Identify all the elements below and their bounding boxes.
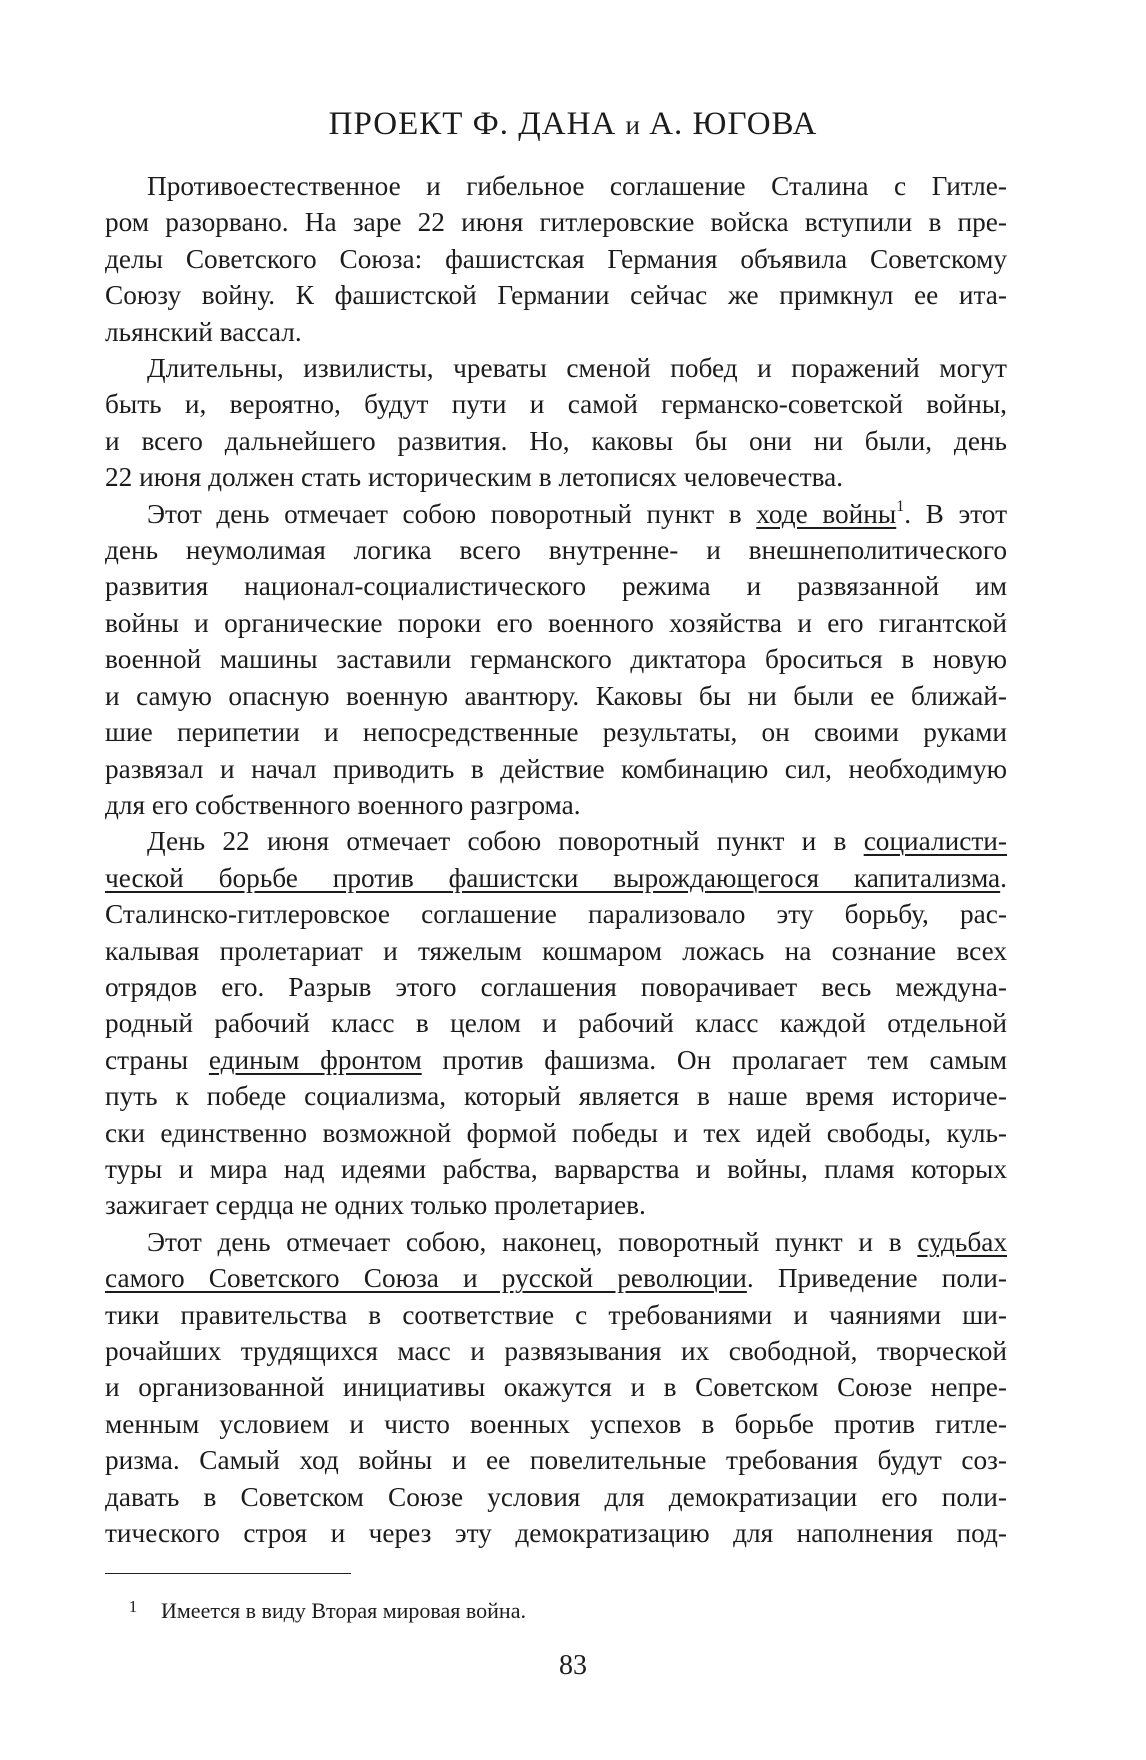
text-line (105, 496, 1007, 532)
underlined-phrase: социалисти- (863, 826, 1007, 857)
paragraph-3 (105, 496, 1007, 824)
text-line: отрядов его. Разрыв этого соглашения поворачивает весь междуна- (105, 971, 1007, 1002)
text-segment: . (1000, 862, 1007, 893)
text-line: путь к победе социализма, который является в наше время историче- (105, 1081, 1007, 1112)
text-line: рочайших трудящихся масс и развязывания их свободной, творческой (105, 1336, 1007, 1366)
text-line: менным условием и чисто военных успехов в борьбе против гитле- (105, 1408, 1007, 1439)
text-line: Противоестественное и гибельное соглашение Сталина с Гитле- (147, 171, 1007, 201)
underlined-phrase: ческой борьбе против фашистски вырождающегося капитализма (105, 862, 1001, 893)
text-line: туры и мира над идеями рабства, варварства и войны, пламя которых (105, 1153, 1007, 1184)
underlined-phrase: ходе войны (756, 498, 897, 529)
text-segment: страны (105, 1044, 209, 1075)
text-line: тики правительства в соответствие с требованиями и чаяниями ши- (105, 1299, 1007, 1330)
text-line: военной машины заставили германского диктатора броситься в новую (105, 644, 1007, 675)
chapter-title-part1: ПРОЕКТ Ф. ДАНА (328, 106, 617, 142)
text-line: день неумолимая логика всего внутренне- и внешнеполитического (105, 535, 1007, 566)
footnote-divider (105, 1573, 351, 1574)
text-line: ски единственно возможной формой победы и тех идей свободы, куль- (105, 1117, 1007, 1148)
chapter-title (0, 106, 1146, 143)
text-line: зажигает сердца не одних только пролетариев. (105, 1190, 646, 1221)
text-line: развязал и начал приводить в действие комбинацию сил, необходимую (105, 753, 1007, 784)
text-line: ром разорвано. На заре 22 июня гитлеровские войска вступили в пре- (105, 207, 1007, 238)
text-line: делы Советского Союза: фашистская Германия объявила Советскому (105, 243, 1007, 274)
chapter-title-conjunction: и (625, 110, 640, 140)
text-line (105, 1224, 1007, 1260)
text-line: для его собственного военного разгрома. (105, 789, 581, 820)
text-line: тического строя и через эту демократизацию для наполнения под- (105, 1518, 1007, 1549)
text-line: и всего дальнейшего развития. Но, каковы бы они ни были, день (105, 425, 1007, 456)
text-line (105, 1260, 1007, 1296)
text-segment: . В этот (904, 498, 1007, 529)
text-segment: Этот день отмечает собою поворотный пункт в (147, 498, 757, 529)
text-line: шие перипетии и непосредственные результаты, он своими руками (105, 717, 1007, 748)
underlined-phrase: судьбах (917, 1226, 1007, 1257)
text-line: ризма. Самый ход войны и ее повелительные требования будут соз- (105, 1445, 1007, 1476)
footnote (105, 1592, 1005, 1626)
text-line: и организованной инициативы окажутся и в Советском Союзе непре- (105, 1372, 1007, 1403)
text-line: войны и органические пороки его военного хозяйства и его гигантской (105, 607, 1007, 638)
text-segment: против фашизма. Он пролагает тем самым (421, 1044, 1007, 1075)
text-line (105, 860, 1007, 896)
text-line: Союзу войну. К фашистской Германии сейчас же примкнул ее ита- (105, 280, 1007, 311)
underlined-phrase: самого Советского Союза и русской революции (105, 1263, 747, 1294)
underlined-phrase: единым фронтом (208, 1044, 422, 1075)
footnote-text: Имеется в виду Вторая мировая война. (161, 1598, 526, 1623)
text-line: давать в Советском Союзе условия для демократизации его поли- (105, 1481, 1007, 1512)
text-line: развития национал-социалистического режима и развязанной им (105, 571, 1007, 602)
body-text (105, 168, 1007, 1551)
text-segment: Этот день отмечает собою, наконец, поворотный пункт и в (147, 1226, 918, 1257)
text-line (105, 1042, 1007, 1078)
paragraph-5 (105, 1224, 1007, 1552)
text-segment: . Приведение поли- (746, 1263, 1008, 1294)
paragraph-1 (105, 168, 1007, 350)
page-number: 83 (559, 1650, 587, 1681)
text-line: льянский вассал. (105, 316, 302, 347)
text-line: и самую опасную военную авантюру. Каковы бы ни были ее ближай- (105, 680, 1007, 711)
text-segment: День 22 июня отмечает собою поворотный пункт и в (147, 826, 864, 857)
paragraph-2 (105, 350, 1007, 496)
footnote-reference[interactable]: 1 (896, 497, 905, 515)
paragraph-4 (105, 823, 1007, 1223)
chapter-title-part2: А. ЮГОВА (649, 106, 818, 142)
footnote-mark: 1 (128, 1597, 138, 1616)
text-line: быть и, вероятно, будут пути и самой германско-советской войны, (105, 389, 1007, 420)
text-line (105, 823, 1007, 859)
text-line: родный рабочий класс в целом и рабочий класс каждой отдельной (105, 1008, 1007, 1039)
text-line: Сталинско-гитлеровское соглашение парализовало эту борьбу, рас- (105, 899, 1007, 930)
text-line: Длительны, извилисты, чреваты сменой побед и поражений могут (147, 353, 1007, 384)
text-line: 22 июня должен стать историческим в летописях человечества. (105, 462, 844, 493)
text-line: калывая пролетариат и тяжелым кошмаром ложась на сознание всех (105, 935, 1007, 966)
